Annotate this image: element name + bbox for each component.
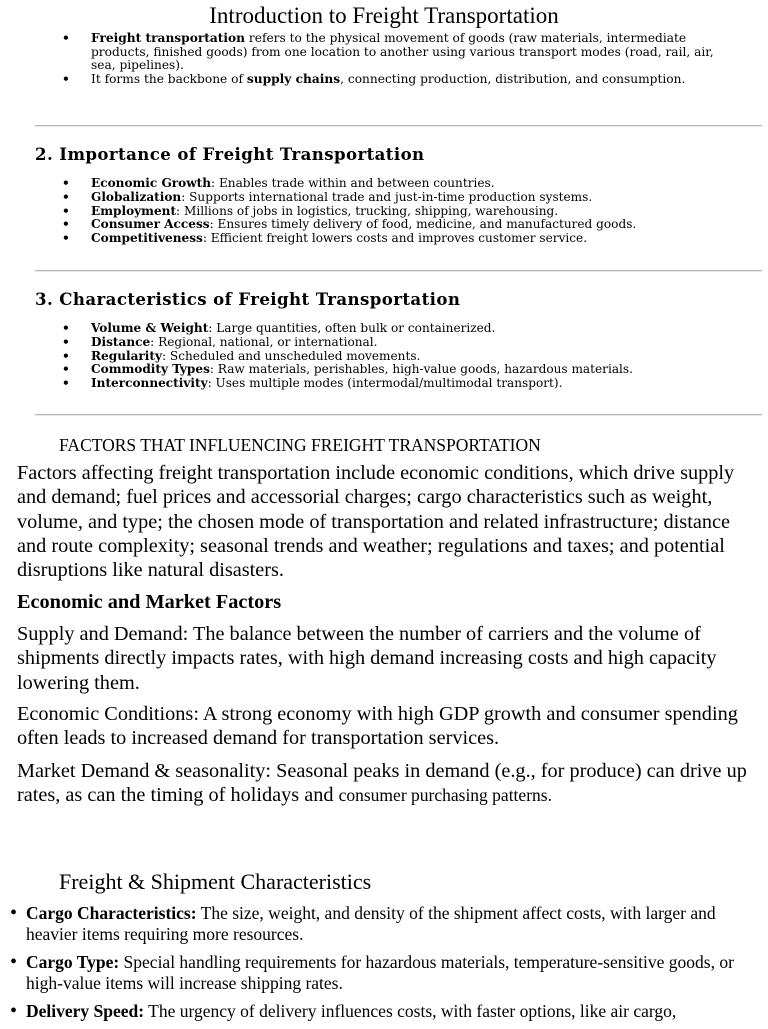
item-term: Economic Growth (91, 176, 212, 190)
importance-list (62, 177, 762, 246)
intro-list (62, 32, 722, 86)
market-demand-tail: consumer purchasing patterns. (338, 785, 552, 806)
intro-item (62, 32, 722, 73)
item-term: Employment (91, 203, 177, 218)
item-term: Commodity Types (91, 362, 210, 377)
economic-conditions-paragraph: Economic Conditions: A strong economy with high GDP growth and consumer spending often leads to increased demand for transportation services. (17, 703, 738, 750)
section-heading: 3. Characteristics of Freight Transportation (35, 289, 461, 309)
characteristics-list (62, 322, 762, 391)
market-demand-paragraph (17, 759, 757, 808)
section-heading: 2. Importance of Freight Transportation (35, 144, 425, 164)
list-item (10, 903, 755, 945)
item-desc: : Efficient freight lowers costs and improves customer service. (202, 231, 588, 246)
intro-text: , connecting production, distribution, and consumption. (340, 71, 686, 86)
intro-text: refers to the physical movement of goods (raw materials, intermediate products, finished goods) from one location to another using various transport modes (road, rail, air, sea, pipelines). (91, 31, 714, 73)
market-demand-text: Market Demand & seasonality: Seasonal peaks in demand (e.g., for produce) can drive up rates, as can the timing of holidays and (17, 760, 747, 807)
item-term: Cargo Characteristics: (26, 903, 197, 923)
divider (35, 414, 762, 416)
item-term: Regularity (91, 348, 163, 363)
supply-demand-paragraph: Supply and Demand: The balance between the number of carriers and the volume of shipments directly impacts rates, with high demand increasing costs and high capacity lowering them. (17, 623, 717, 694)
item-desc: : Uses multiple modes (intermodal/multimodal transport). (207, 376, 563, 391)
item-term: Delivery Speed: (26, 1001, 145, 1021)
factors-intro: Factors affecting freight transportation include economic conditions, which drive supply and demand; fuel prices and accessorial charges; cargo characteristics such as weight, volume, and type; the chosen mode of transportation and related infrastructure; distance and route complexity; seasonal trends and weather; regulations and taxes; and potential disruptions like natural disasters. (17, 462, 735, 582)
item-desc: : Regional, national, or international. (150, 334, 378, 349)
item-desc: The urgency of delivery influences costs, with faster options, like air cargo, (144, 1001, 677, 1021)
shipment-title: Freight & Shipment Characteristics (59, 869, 372, 894)
list-item (62, 232, 762, 246)
item-desc: : Ensures timely delivery of food, medicine, and manufactured goods. (209, 217, 637, 232)
list-item (62, 350, 762, 364)
divider (35, 270, 762, 272)
list-item (62, 336, 762, 350)
shipment-list (10, 903, 755, 1029)
list-item (62, 177, 762, 191)
intro-term: supply chains (246, 71, 341, 86)
item-term: Volume & Weight (91, 321, 209, 335)
item-term: Interconnectivity (91, 376, 208, 391)
intro-term: Freight transportation (91, 31, 246, 45)
list-item (62, 218, 762, 232)
intro-text: It forms the backbone of (91, 71, 247, 86)
item-term: Distance (91, 334, 151, 349)
item-desc: : Enables trade within and between countries. (211, 176, 495, 190)
item-desc: : Millions of jobs in logistics, trucking, shipping, warehousing. (176, 203, 559, 218)
list-item (62, 377, 762, 391)
item-desc: : Large quantities, often bulk or containerized. (208, 321, 496, 335)
item-desc: : Scheduled and unscheduled movements. (162, 348, 421, 363)
item-term: Consumer Access (91, 217, 210, 232)
document-title: Introduction to Freight Transportation (209, 3, 559, 28)
factors-title: FACTORS THAT INFLUENCING FREIGHT TRANSPORTATION (59, 435, 541, 455)
list-item (62, 205, 762, 219)
item-desc: Special handling requirements for hazardous materials, temperature-sensitive goods, or high-value items will increase shipping rates. (26, 952, 734, 993)
divider (35, 125, 762, 127)
economic-subheading: Economic and Market Factors (17, 591, 282, 613)
item-desc: The size, weight, and density of the shipment affect costs, with larger and heavier items requiring more resources. (26, 903, 716, 944)
item-term: Competitiveness (91, 231, 203, 246)
item-term: Cargo Type: (26, 952, 120, 972)
item-desc: : Raw materials, perishables, high-value goods, hazardous materials. (209, 362, 633, 377)
list-item (62, 191, 762, 205)
list-item (62, 363, 762, 377)
item-term: Globalization (91, 189, 182, 204)
intro-item (62, 73, 722, 87)
list-item (62, 322, 762, 336)
list-item (10, 952, 755, 994)
item-desc: : Supports international trade and just-in-time production systems. (181, 189, 593, 204)
list-item (10, 1001, 755, 1022)
